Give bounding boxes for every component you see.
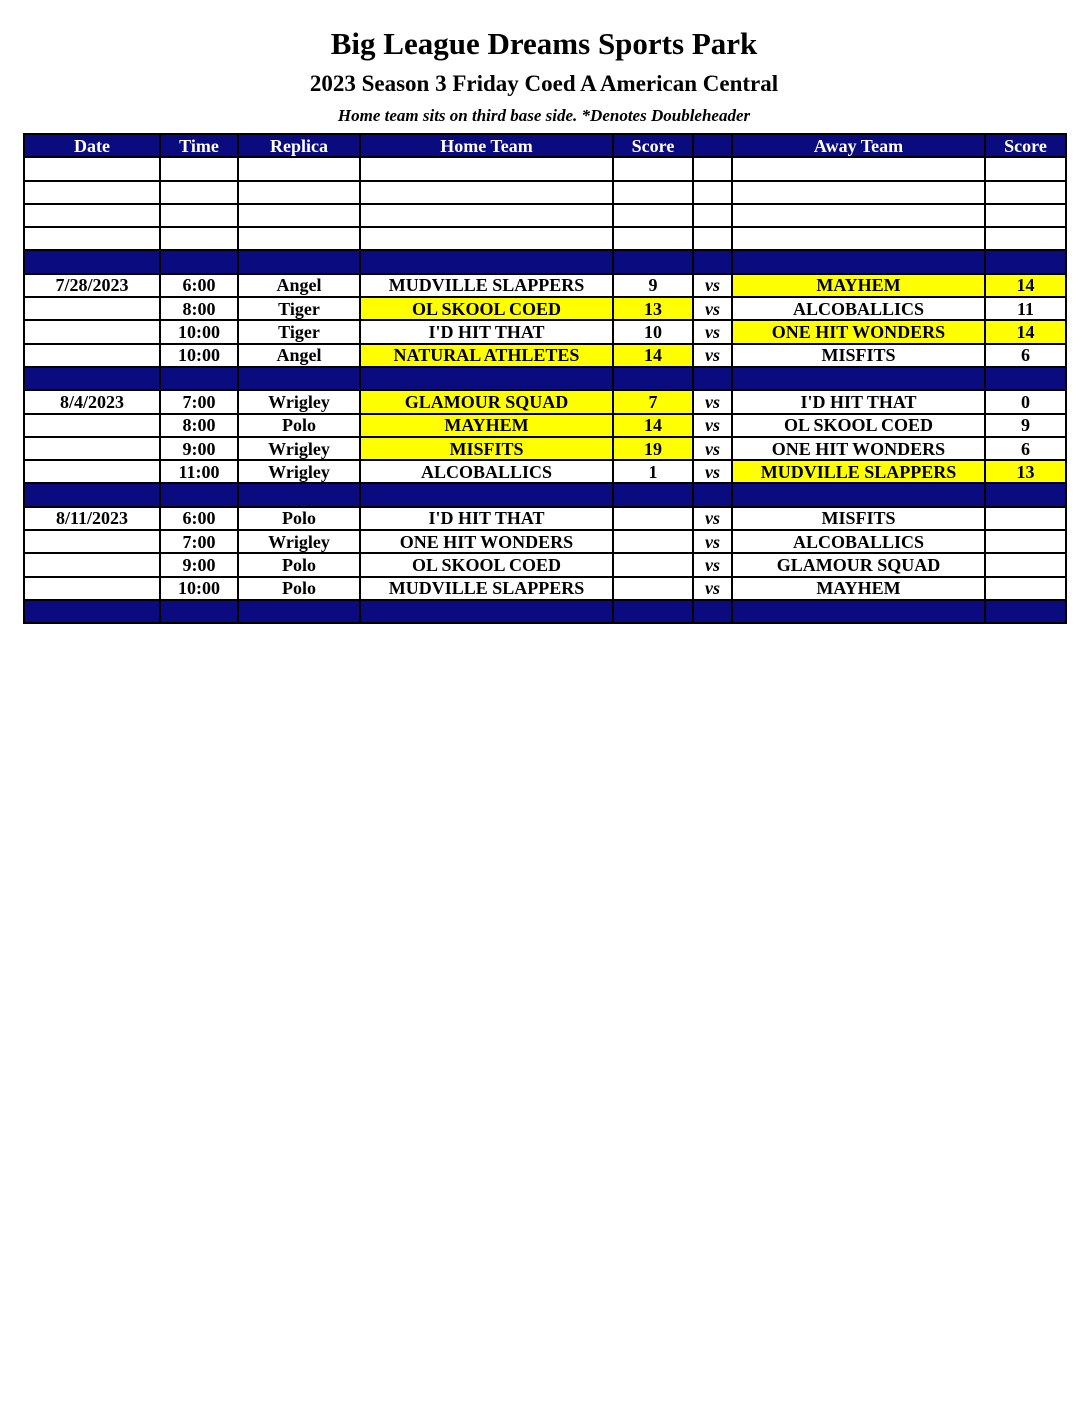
away-team: OL SKOOL COED [732, 414, 985, 437]
blank-row [24, 227, 1066, 250]
away-team: MISFITS [732, 507, 985, 530]
table-header-row [24, 134, 1066, 157]
game-time: 8:00 [160, 414, 238, 437]
away-team: ALCOBALLICS [732, 297, 985, 320]
game-date [24, 553, 160, 576]
home-team: MAYHEM [360, 414, 613, 437]
col-header-replica: Replica [238, 134, 360, 157]
home-score [613, 553, 693, 576]
blank-cell [693, 157, 732, 180]
blank-cell [238, 204, 360, 227]
game-replica: Wrigley [238, 530, 360, 553]
table-row [24, 530, 1066, 553]
separator-cell [613, 483, 693, 506]
separator-cell [693, 367, 732, 390]
game-date [24, 344, 160, 367]
blank-cell [160, 157, 238, 180]
blank-cell [24, 181, 160, 204]
separator-cell [360, 600, 613, 623]
game-time: 6:00 [160, 274, 238, 297]
blank-cell [24, 204, 160, 227]
away-team: I'D HIT THAT [732, 390, 985, 413]
page-title: Big League Dreams Sports Park [330, 26, 758, 61]
home-score: 1 [613, 460, 693, 483]
game-replica: Polo [238, 577, 360, 600]
blank-cell [732, 157, 985, 180]
separator-cell [24, 600, 160, 623]
away-team: ALCOBALLICS [732, 530, 985, 553]
separator-cell [732, 250, 985, 273]
blank-cell [985, 181, 1066, 204]
col-header-home-team: Home Team [360, 134, 613, 157]
separator-cell [238, 367, 360, 390]
game-replica: Polo [238, 414, 360, 437]
game-replica: Tiger [238, 297, 360, 320]
table-row [24, 507, 1066, 530]
separator-cell [985, 600, 1066, 623]
home-team: MUDVILLE SLAPPERS [360, 274, 613, 297]
home-score: 19 [613, 437, 693, 460]
game-date: 8/11/2023 [24, 507, 160, 530]
table-row [24, 344, 1066, 367]
separator-cell [160, 367, 238, 390]
separator-cell [24, 483, 160, 506]
separator-cell [985, 483, 1066, 506]
away-score [985, 577, 1066, 600]
separator-cell [613, 367, 693, 390]
blank-cell [360, 157, 613, 180]
separator-cell [238, 483, 360, 506]
vs-label: vs [693, 274, 732, 297]
blank-cell [238, 181, 360, 204]
col-header-time: Time [160, 134, 238, 157]
blank-cell [613, 204, 693, 227]
separator-row [24, 250, 1066, 273]
game-date [24, 320, 160, 343]
separator-cell [360, 367, 613, 390]
separator-cell [160, 600, 238, 623]
game-date [24, 577, 160, 600]
vs-label: vs [693, 437, 732, 460]
vs-label: vs [693, 390, 732, 413]
away-score: 11 [985, 297, 1066, 320]
home-team: NATURAL ATHLETES [360, 344, 613, 367]
separator-row [24, 483, 1066, 506]
blank-cell [238, 157, 360, 180]
game-date [24, 460, 160, 483]
game-time: 6:00 [160, 507, 238, 530]
game-replica: Polo [238, 553, 360, 576]
blank-row [24, 204, 1066, 227]
game-replica: Angel [238, 274, 360, 297]
away-team: GLAMOUR SQUAD [732, 553, 985, 576]
home-score: 10 [613, 320, 693, 343]
game-time: 10:00 [160, 344, 238, 367]
away-score: 13 [985, 460, 1066, 483]
game-time: 9:00 [160, 553, 238, 576]
game-time: 9:00 [160, 437, 238, 460]
home-team: I'D HIT THAT [360, 320, 613, 343]
home-team: MUDVILLE SLAPPERS [360, 577, 613, 600]
away-team: ONE HIT WONDERS [732, 437, 985, 460]
blank-cell [693, 204, 732, 227]
blank-cell [693, 227, 732, 250]
separator-cell [613, 250, 693, 273]
game-time: 10:00 [160, 320, 238, 343]
separator-cell [732, 483, 985, 506]
home-team: ALCOBALLICS [360, 460, 613, 483]
vs-label: vs [693, 553, 732, 576]
blank-cell [613, 181, 693, 204]
home-score [613, 530, 693, 553]
table-row [24, 297, 1066, 320]
blank-row [24, 157, 1066, 180]
home-score [613, 507, 693, 530]
table-row [24, 274, 1066, 297]
col-header-away-team: Away Team [732, 134, 985, 157]
separator-cell [24, 250, 160, 273]
game-replica: Wrigley [238, 437, 360, 460]
table-row [24, 460, 1066, 483]
away-team: MAYHEM [732, 577, 985, 600]
blank-cell [613, 157, 693, 180]
game-replica: Angel [238, 344, 360, 367]
table-row [24, 577, 1066, 600]
home-team: MISFITS [360, 437, 613, 460]
away-score: 14 [985, 274, 1066, 297]
blank-cell [985, 204, 1066, 227]
separator-cell [360, 483, 613, 506]
blank-cell [160, 227, 238, 250]
blank-cell [693, 181, 732, 204]
vs-label: vs [693, 507, 732, 530]
table-row [24, 414, 1066, 437]
game-replica: Wrigley [238, 460, 360, 483]
home-team: GLAMOUR SQUAD [360, 390, 613, 413]
separator-cell [238, 250, 360, 273]
page-subtitle: 2023 Season 3 Friday Coed A American Central [309, 71, 779, 96]
vs-label: vs [693, 530, 732, 553]
blank-cell [732, 181, 985, 204]
game-date: 8/4/2023 [24, 390, 160, 413]
blank-cell [24, 157, 160, 180]
home-score: 14 [613, 344, 693, 367]
separator-row [24, 367, 1066, 390]
table-row [24, 320, 1066, 343]
away-score: 0 [985, 390, 1066, 413]
home-team: ONE HIT WONDERS [360, 530, 613, 553]
game-replica: Polo [238, 507, 360, 530]
blank-cell [985, 157, 1066, 180]
vs-label: vs [693, 344, 732, 367]
separator-cell [985, 250, 1066, 273]
separator-cell [613, 600, 693, 623]
game-date [24, 530, 160, 553]
separator-cell [693, 600, 732, 623]
vs-label: vs [693, 460, 732, 483]
home-score: 13 [613, 297, 693, 320]
blank-cell [732, 227, 985, 250]
blank-row [24, 181, 1066, 204]
game-time: 7:00 [160, 390, 238, 413]
home-team: I'D HIT THAT [360, 507, 613, 530]
home-score [613, 577, 693, 600]
blank-cell [360, 181, 613, 204]
away-score: 9 [985, 414, 1066, 437]
vs-label: vs [693, 577, 732, 600]
table-row [24, 437, 1066, 460]
blank-cell [613, 227, 693, 250]
separator-cell [732, 600, 985, 623]
blank-cell [360, 227, 613, 250]
separator-cell [985, 367, 1066, 390]
schedule-table [23, 133, 1067, 624]
table-row [24, 390, 1066, 413]
home-score: 14 [613, 414, 693, 437]
blank-cell [732, 204, 985, 227]
blank-cell [985, 227, 1066, 250]
col-header-home-score: Score [613, 134, 693, 157]
separator-cell [238, 600, 360, 623]
page-note: Home team sits on third base side. *Denotes Doubleheader [337, 106, 751, 125]
home-team: OL SKOOL COED [360, 553, 613, 576]
away-score [985, 507, 1066, 530]
game-date [24, 297, 160, 320]
blank-cell [24, 227, 160, 250]
away-team: MUDVILLE SLAPPERS [732, 460, 985, 483]
away-team: ONE HIT WONDERS [732, 320, 985, 343]
away-score: 14 [985, 320, 1066, 343]
game-time: 8:00 [160, 297, 238, 320]
blank-cell [160, 204, 238, 227]
schedule-body [24, 157, 1066, 623]
separator-cell [732, 367, 985, 390]
col-header-away-score: Score [985, 134, 1066, 157]
separator-cell [693, 483, 732, 506]
home-score: 9 [613, 274, 693, 297]
away-score: 6 [985, 344, 1066, 367]
game-date [24, 414, 160, 437]
home-score: 7 [613, 390, 693, 413]
separator-row [24, 600, 1066, 623]
home-team: OL SKOOL COED [360, 297, 613, 320]
separator-cell [24, 367, 160, 390]
away-team: MISFITS [732, 344, 985, 367]
game-date: 7/28/2023 [24, 274, 160, 297]
game-replica: Wrigley [238, 390, 360, 413]
vs-label: vs [693, 297, 732, 320]
game-time: 7:00 [160, 530, 238, 553]
away-team: MAYHEM [732, 274, 985, 297]
away-score: 6 [985, 437, 1066, 460]
game-time: 10:00 [160, 577, 238, 600]
separator-cell [160, 250, 238, 273]
away-score [985, 530, 1066, 553]
vs-label: vs [693, 320, 732, 343]
blank-cell [160, 181, 238, 204]
table-row [24, 553, 1066, 576]
game-time: 11:00 [160, 460, 238, 483]
col-header-vs [693, 134, 732, 157]
away-score [985, 553, 1066, 576]
vs-label: vs [693, 414, 732, 437]
game-replica: Tiger [238, 320, 360, 343]
separator-cell [693, 250, 732, 273]
game-date [24, 437, 160, 460]
blank-cell [238, 227, 360, 250]
blank-cell [360, 204, 613, 227]
separator-cell [160, 483, 238, 506]
separator-cell [360, 250, 613, 273]
col-header-date: Date [24, 134, 160, 157]
